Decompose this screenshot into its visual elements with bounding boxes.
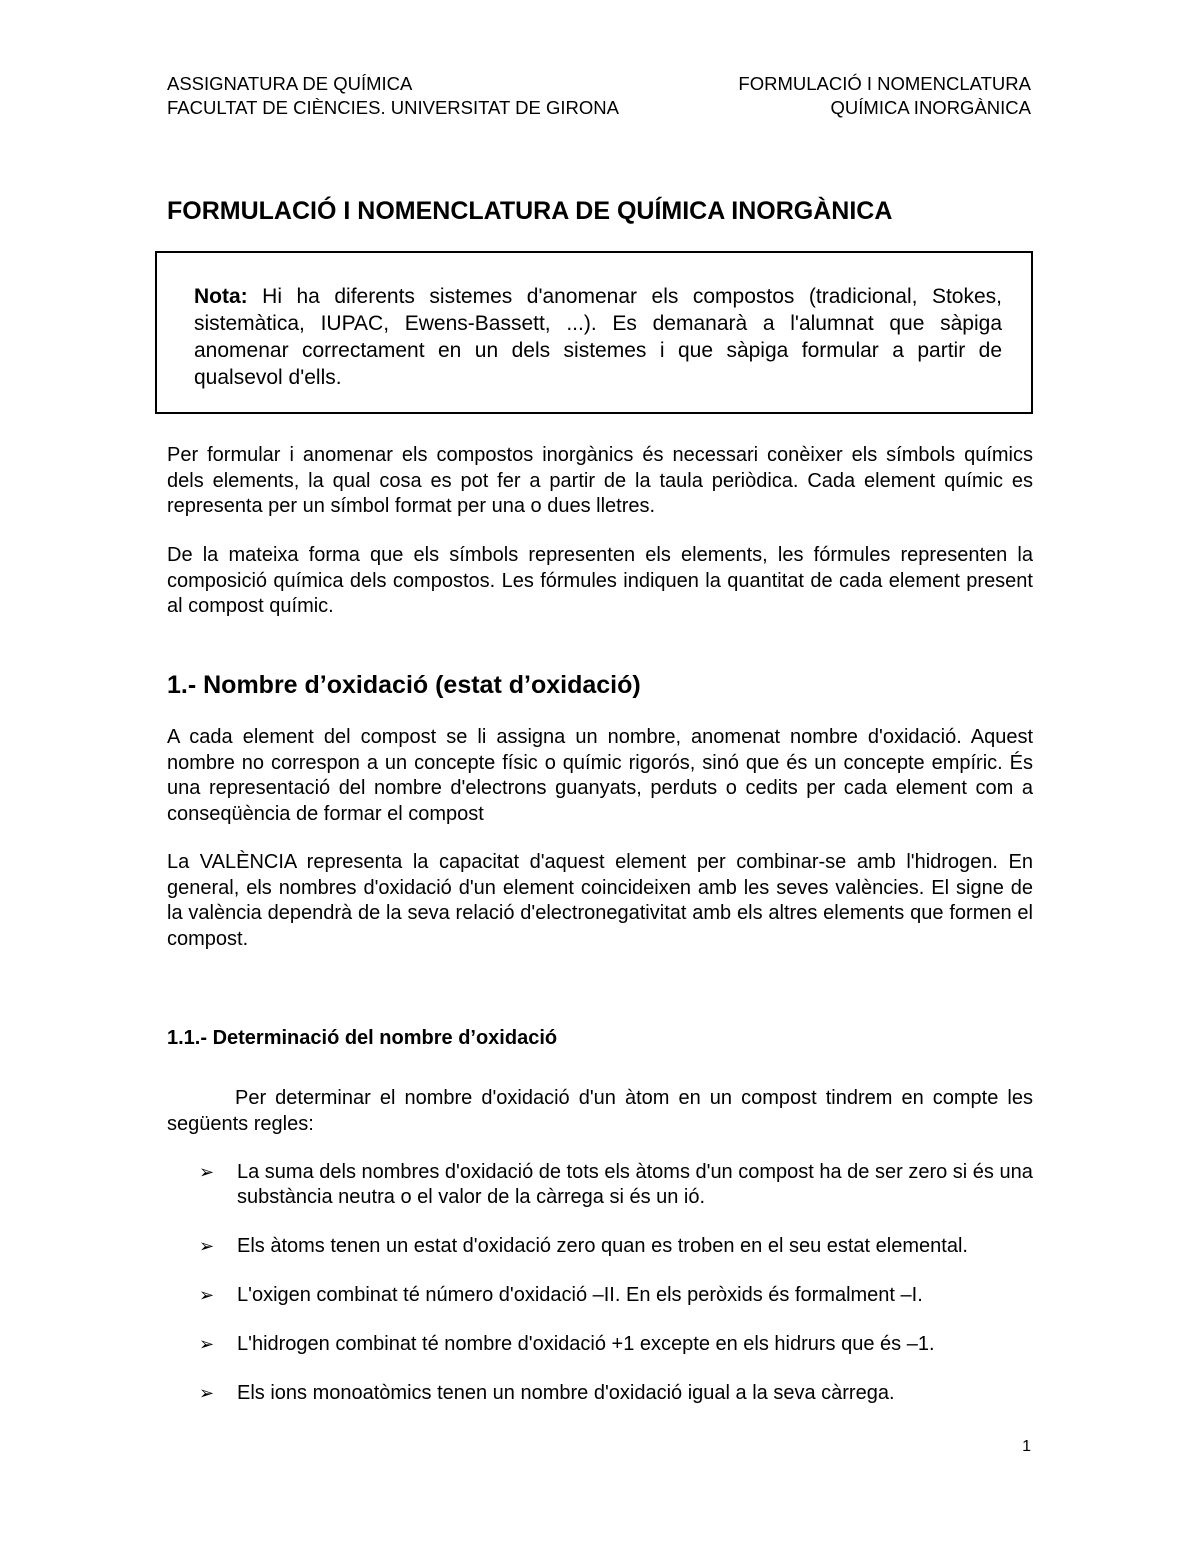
arrowhead-bullet-icon: ➢ xyxy=(199,1236,215,1256)
list-item: ➢ Els àtoms tenen un estat d'oxidació zero quan es troben en el seu estat elemental. xyxy=(199,1235,968,1257)
page-number: 1 xyxy=(1022,1438,1031,1455)
header-right xyxy=(738,72,1031,120)
document-title: FORMULACIÓ I NOMENCLATURA DE QUÍMICA INORGÀNICA xyxy=(167,197,893,225)
rules-list xyxy=(199,1160,1033,1430)
section-1-paragraph-2: La VALÈNCIA representa la capacitat d'aquest element per combinar-se amb l'hidrogen. En general, els nombres d'oxidació d'un element coincideixen amb les seves valències. El signe de la valència dependrà de la seva relació d'electronegativitat amb els altres elements que formen el compost. xyxy=(167,851,1033,950)
header-left xyxy=(167,72,619,120)
list-item: ➢ L'oxigen combinat té número d'oxidació –II. En els peròxids és formalment –I. xyxy=(199,1284,923,1306)
intro-paragraph-1: Per formular i anomenar els compostos inorgànics és necessari conèixer els símbols químics dels elements, la qual cosa es pot fer a partir de la taula periòdica. Cada element químic es representa per un símbol format per una o dues lletres. xyxy=(167,444,1033,517)
list-item: ➢ La suma dels nombres d'oxidació de tots els àtoms d'un compost ha de ser zero si és una substància neutra o el valor de la càrrega si és un ió. xyxy=(199,1161,1033,1208)
section-1-1-intro: Per determinar el nombre d'oxidació d'un àtom en un compost tindrem en compte les següents regles: xyxy=(167,1087,1033,1135)
header-course: ASSIGNATURA DE QUÍMICA xyxy=(167,73,413,94)
header-topic: FORMULACIÓ I NOMENCLATURA xyxy=(738,73,1031,94)
section-1-1-heading: 1.1.- Determinació del nombre d’oxidació xyxy=(167,1027,558,1049)
note-text xyxy=(194,283,1002,391)
list-item: ➢ Els ions monoatòmics tenen un nombre d'oxidació igual a la seva càrrega. xyxy=(199,1382,895,1404)
arrowhead-bullet-icon: ➢ xyxy=(199,1383,215,1403)
intro-paragraph-2: De la mateixa forma que els símbols representen els elements, les fórmules representen la composició química dels compostos. Les fórmules indiquen la quantitat de cada element present al compost químic. xyxy=(167,544,1033,617)
section-1-heading: 1.- Nombre d’oxidació (estat d’oxidació) xyxy=(167,671,641,699)
arrowhead-bullet-icon: ➢ xyxy=(199,1285,215,1305)
note-label: Nota: xyxy=(194,285,248,308)
list-item: ➢ L'hidrogen combinat té nombre d'oxidació +1 excepte en els hidrurs que és –1. xyxy=(199,1333,935,1355)
note-body: Hi ha diferents sistemes d'anomenar els compostos (tradicional, Stokes, sistemàtica, IUPAC, Ewens-Bassett, ...). Es demanarà a l'alumnat que sàpiga anomenar correctament en un dels sistemes i que sàpiga formular a partir de qualsevol d'ells. xyxy=(194,285,1002,389)
arrowhead-bullet-icon: ➢ xyxy=(199,1334,215,1354)
arrowhead-bullet-icon: ➢ xyxy=(199,1162,215,1182)
header-faculty: FACULTAT DE CIÈNCIES. UNIVERSITAT DE GIRONA xyxy=(167,97,619,118)
section-1-paragraph-1: A cada element del compost se li assigna un nombre, anomenat nombre d'oxidació. Aquest nombre no correspon a un concepte físic o químic rigorós, sinó que és un concepte empíric. És una representació del nombre d'electrons guanyats, perduts o cedits per cada element com a conseqüència de formar el compost xyxy=(167,726,1033,825)
note-box xyxy=(155,251,1033,414)
header-subtopic: QUÍMICA INORGÀNICA xyxy=(830,97,1031,118)
